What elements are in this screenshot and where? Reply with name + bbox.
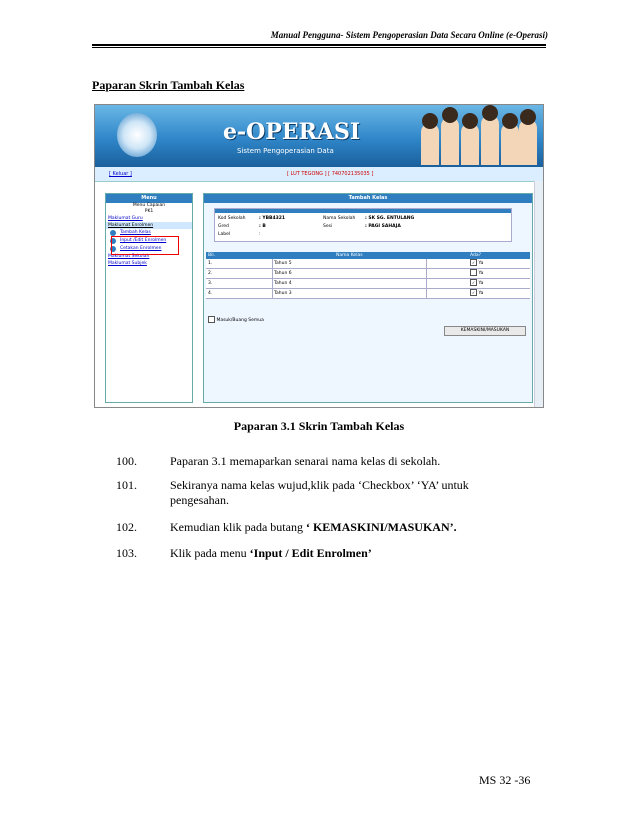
nama-sekolah-label: Nama Sekolah xyxy=(323,216,356,221)
select-all-label: Masuk/Buang Semua xyxy=(216,318,264,323)
menu-subtitle-code: PK1 xyxy=(144,209,154,214)
info-header-bar xyxy=(215,209,511,213)
embedded-screenshot xyxy=(94,104,544,408)
ya-label: Ya xyxy=(478,271,484,276)
side-menu xyxy=(105,193,193,403)
paragraph-number: 101. xyxy=(116,478,137,492)
menu-item-maklumat-sekolah[interactable]: Maklumat Sekolah xyxy=(108,254,150,259)
menu-item-maklumat-enrolmen[interactable]: Maklumat Enrolmen xyxy=(106,222,192,229)
label-value: : xyxy=(259,232,261,237)
row-bil: 2. xyxy=(208,271,213,276)
table-row xyxy=(206,279,530,289)
paragraph-number: 102. xyxy=(116,520,137,534)
logo-icon xyxy=(117,113,157,157)
table-row xyxy=(206,259,530,269)
row-bil: 3. xyxy=(208,281,213,286)
kemaskini-masukan-button[interactable]: KEMASKINI/MASUKAN xyxy=(444,326,526,336)
menu-subitem-input-edit-enrolmen[interactable]: Input /Edit Enrolmen xyxy=(106,237,192,245)
brand-title: e-OPERASI xyxy=(223,119,361,145)
paragraph-plain: Klik pada menu xyxy=(170,546,250,560)
ya-checkbox[interactable] xyxy=(470,269,477,276)
panel-header: Tambah Kelas xyxy=(204,194,532,203)
row-nama: Tahun 5 xyxy=(274,261,292,266)
paragraph-bold: ‘Input / Edit Enrolmen’ xyxy=(249,546,372,560)
col-ada: Ada? xyxy=(470,253,482,258)
paragraph-text: Paparan 3.1 memaparkan senarai nama kelas di sekolah. xyxy=(170,454,441,468)
row-nama: Tahun 4 xyxy=(274,281,292,286)
sesi-label: Sesi xyxy=(323,224,333,229)
banner xyxy=(95,105,543,167)
logout-link[interactable]: [ Keluar ] xyxy=(109,171,132,177)
gred-label: Gred xyxy=(218,224,229,229)
select-all-checkbox[interactable] xyxy=(208,316,215,323)
row-bil: 1. xyxy=(208,261,213,266)
menu-subitem-tambah-kelas[interactable]: Tambah Kelas xyxy=(106,229,192,237)
paragraph-plain: Kemudian klik pada butang xyxy=(170,520,306,534)
kod-sekolah-label: Kod Sekolah xyxy=(218,216,246,221)
menu-subtitle: Menu Capaian xyxy=(132,203,166,208)
menu-subitem-cetakan-enrolmen[interactable]: Cetakan Enrolmen xyxy=(106,245,192,253)
scrollbar[interactable] xyxy=(534,181,543,407)
figure-caption: Paparan 3.1 Skrin Tambah Kelas xyxy=(233,419,405,433)
ya-checkbox[interactable]: ✓ xyxy=(471,260,476,265)
top-bar xyxy=(95,167,543,182)
ya-checkbox[interactable]: ✓ xyxy=(471,280,476,285)
page-number: MS 32 -36 xyxy=(479,773,531,787)
section-title: Paparan Skrin Tambah Kelas xyxy=(92,78,245,92)
paragraph-bold: ‘ KEMASKINI/MASUKAN’. xyxy=(305,520,457,534)
col-bil: Bil. xyxy=(208,253,216,258)
paragraph-text xyxy=(170,520,510,535)
paragraph-text: Sekiranya nama kelas wujud,klik pada ‘Checkbox’ ‘YA’ untuk pengesahan. xyxy=(170,478,469,507)
brand-tagline: Sistem Pengoperasian Data xyxy=(237,147,334,155)
col-nama-kelas: Nama Kelas xyxy=(336,253,363,258)
menu-header: Menu xyxy=(106,194,192,203)
kod-sekolah-value: : YBB4321 xyxy=(259,216,286,221)
paragraph-number: 103. xyxy=(116,546,137,560)
row-nama: Tahun 6 xyxy=(274,271,292,276)
tambah-kelas-panel xyxy=(203,193,533,403)
nama-sekolah-value: : SK SG. ENTULANG xyxy=(365,216,415,221)
select-all xyxy=(208,316,264,323)
label-label: Label xyxy=(218,232,231,237)
school-info xyxy=(214,208,512,242)
table-row xyxy=(206,289,530,299)
row-nama: Tahun 3 xyxy=(274,291,292,296)
paragraph-number: 100. xyxy=(116,454,137,468)
paragraph-text xyxy=(170,546,510,561)
menu-item-maklumat-guru[interactable]: Maklumat Guru xyxy=(108,216,143,221)
ya-label: Ya xyxy=(478,261,484,266)
table-row xyxy=(206,269,530,279)
ya-label: Ya xyxy=(478,291,484,296)
header-rule xyxy=(92,44,546,48)
gred-value: : B xyxy=(259,224,266,229)
class-table xyxy=(206,252,530,299)
ya-checkbox[interactable]: ✓ xyxy=(471,290,476,295)
running-header: Manual Pengguna- Sistem Pengoperasian Data Secara Online (e-Operasi) xyxy=(270,30,548,40)
row-bil: 4. xyxy=(208,291,213,296)
class-table-header xyxy=(206,252,530,259)
sesi-value: : PAGI SAHAJA xyxy=(365,224,401,229)
people-photo xyxy=(417,109,537,165)
menu-item-maklumat-subjek[interactable]: Maklumat Subjek xyxy=(108,261,147,266)
ya-label: Ya xyxy=(478,281,484,286)
highlight-box xyxy=(111,236,179,255)
user-info: [ LUT TEGONG ] [ 740702135035 ] xyxy=(287,171,374,177)
